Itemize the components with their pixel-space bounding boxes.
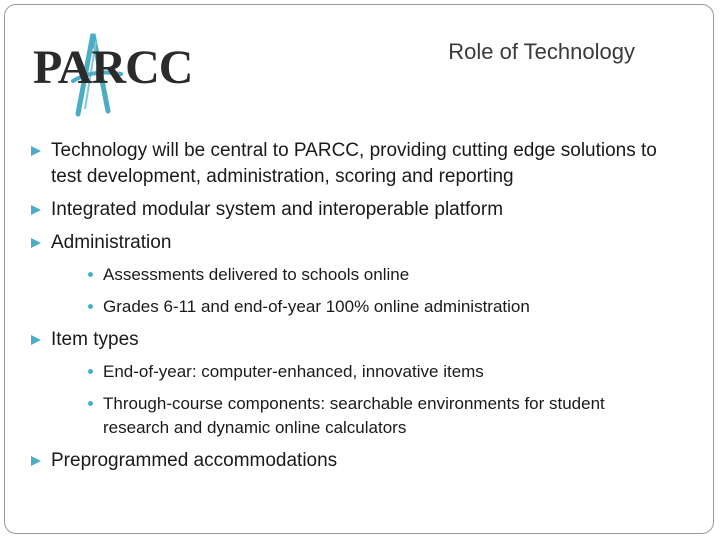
bullet-text: Integrated modular system and interoperable platform — [51, 199, 504, 220]
arrow-bullet-icon — [31, 146, 41, 156]
bullet-item — [25, 448, 665, 474]
slide-title: Role of Technology — [448, 39, 635, 64]
sub-bullet-item — [25, 263, 665, 287]
sub-bullet-text: Through-course components: searchable environments for student research and dynamic online calculators — [103, 394, 605, 437]
logo-text: PARCC — [33, 41, 193, 94]
bullet-item — [25, 197, 665, 223]
bullet-list — [25, 138, 665, 481]
dot-bullet-icon — [88, 369, 93, 374]
bullet-text: Technology will be central to PARCC, providing cutting edge solutions to test development, administration, scoring and reporting — [51, 140, 657, 187]
arrow-bullet-icon — [31, 238, 41, 248]
parcc-logo — [33, 19, 233, 119]
sub-bullet-text: Assessments delivered to schools online — [103, 265, 410, 284]
bullet-item — [25, 230, 665, 256]
arrow-bullet-icon — [31, 456, 41, 466]
dot-bullet-icon — [88, 401, 93, 406]
slide — [4, 4, 714, 534]
sub-bullet-item — [25, 295, 665, 319]
sub-bullet-item — [25, 392, 665, 440]
arrow-bullet-icon — [31, 335, 41, 345]
arrow-bullet-icon — [31, 205, 41, 215]
bullet-text: Preprogrammed accommodations — [51, 450, 338, 471]
bullet-item — [25, 138, 665, 190]
dot-bullet-icon — [88, 272, 93, 277]
dot-bullet-icon — [88, 304, 93, 309]
bullet-item — [25, 327, 665, 353]
bullet-text: Item types — [51, 329, 139, 350]
sub-bullet-item — [25, 360, 665, 384]
sub-bullet-text: End-of-year: computer-enhanced, innovative items — [103, 362, 484, 381]
bullet-text: Administration — [51, 232, 172, 253]
sub-bullet-text: Grades 6-11 and end-of-year 100% online administration — [103, 297, 530, 316]
